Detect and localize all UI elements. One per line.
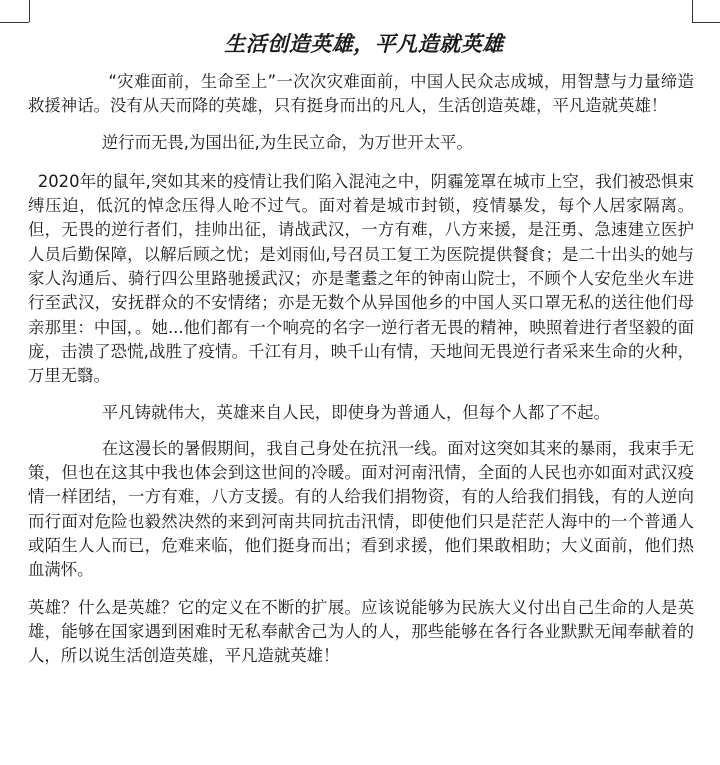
paragraph-ordinary-greatness: 平凡铸就伟大，英雄来自人民，即使身为普通人，但每个人都了不起。 (101, 402, 610, 422)
paragraph-motto: 逆行而无畏,为国出征,为生民立命，为万世开太平。 (101, 132, 473, 152)
crop-mark-top-left-horizontal (0, 22, 29, 23)
paragraph-conclusion: 英雄？什么是英雄？它的定义在不断的扩展。应该说能够为民族大义付出自己生命的人是英雄，能够在国家遇到困难时无私奉献舍己为人的人，那些能够在各行各业默默无闻奉献着的人，所以说生活创造英雄，平凡造就英雄！ (28, 597, 694, 666)
paragraph-flood: 在这漫长的暑假期间，我自己身处在抗汛一线。面对这突如其来的暴雨，我束手无策，但也在这其中我也体会到这世间的冷暖。面对河南汛情，全面的人民也亦如面对武汉疫情一样团结，一方有难，八方支援。有的人给我们捐物资，有的人给我们捐钱，有的人逆向而行面对危险也毅然决然的来到河南共同抗击汛情，即使他们只是茫茫人海中的一个普通人或陌生人人而已，危难来临，他们挺身而出；看到求援，他们果敢相助；大义面前，他们热血满怀。 (28, 438, 694, 580)
crop-mark-top-right-horizontal (692, 22, 720, 23)
crop-mark-top-left-vertical (29, 0, 30, 22)
document-title: 生活创造英雄，平凡造就英雄 (224, 32, 504, 56)
document-page (28, 28, 694, 669)
crop-mark-top-right-vertical (692, 0, 693, 22)
paragraph-pandemic: 2020年的鼠年,突如其来的疫情让我们陷入混沌之中，阴霾笼罩在城市上空，我们被恐惧束缚压迫，低沉的悼念压得人呛不过气。面对着是城市封锁，疫情暴发，每个人居家隔离。但，无畏的逆行者们，挂帅出征，请战武汉，一方有难，八方来援，是汪勇、急速建立医护人员后勤保障，以解后顾之忧；是刘雨仙,号召员工复工为医院提供餐食；是二十出头的她与家人沟通后、骑行四公里路驰援武汉；亦是耄耋之年的钟南山院士，不顾个人安危坐火车进行至武汉，安抚群众的不安情绪；亦是无数个从异国他乡的中国人买口罩无私的送往他们母亲那里：中国，。她...他们都有一个响亮的名字一逆行者无畏的精神，映照着进行者坚毅的面庞，击溃了恐慌,战胜了疫情。千江有月，映千山有情，天地间无畏逆行者采来生命的火种，万里无翳。 (28, 171, 694, 386)
paragraph-intro: “灾难面前，生命至上”一次次灾难面前，中国人民众志成城，用智慧与力量缔造救援神话。没有从天而降的英雄，只有挺身而出的凡人，生活创造英雄，平凡造就英雄！ (28, 72, 694, 116)
